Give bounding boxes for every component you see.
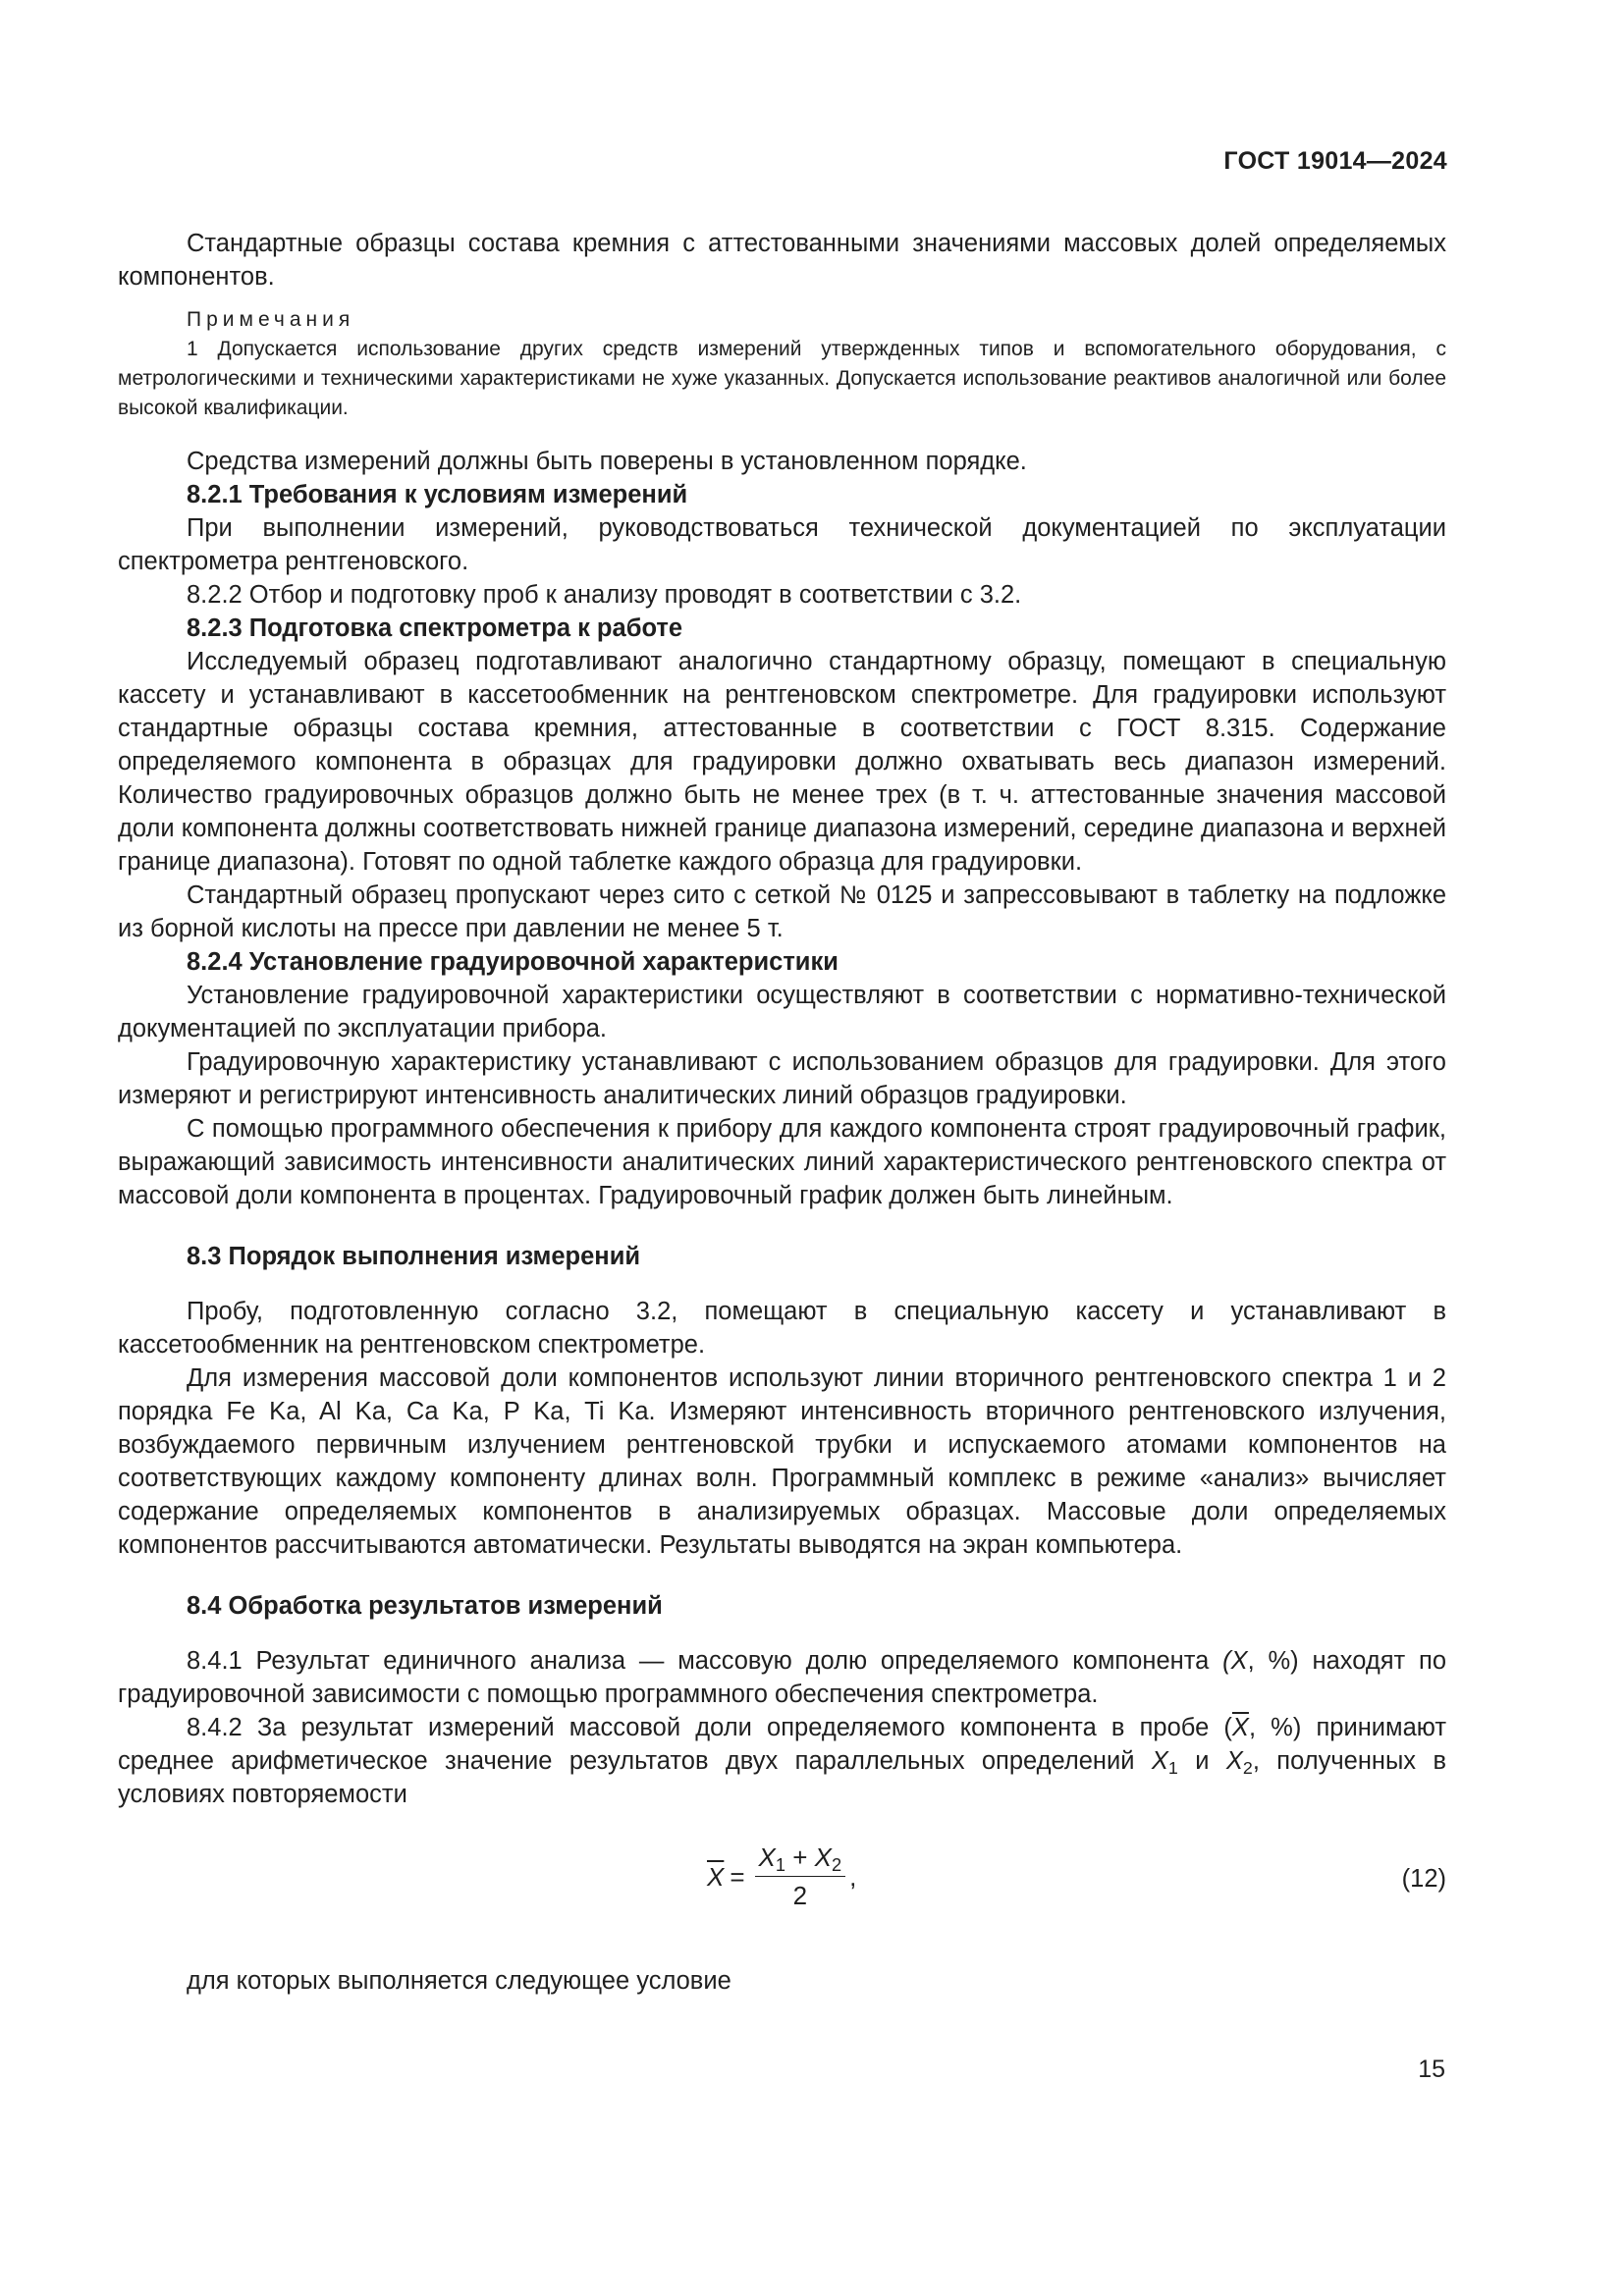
paragraph: При выполнении измерений, руководствоваться технической документацией по эксплуатации спектрометра рентгеновского.	[118, 514, 1446, 575]
paragraph: Пробу, подготовленную согласно 3.2, помещают в специальную кассету и устанавливают в кассетообменник на рентгеновском спектрометре.	[118, 1298, 1446, 1359]
math-symbol: X	[1151, 1747, 1168, 1775]
paragraph: С помощью программного обеспечения к прибору для каждого компонента строят градуировочный график, выражающий зависимость интенсивности аналитических линий характеристического рентгеновского спектра от массовой доли компонента в процентах. Градуировочный график должен быть линейным.	[118, 1115, 1446, 1209]
section-heading-8-2-1: 8.2.1 Требования к условиям измерений	[187, 481, 688, 508]
formula-comma: ,	[849, 1861, 857, 1892]
text-span: 8.4.2 За результат измерений массовой доли определяемого компонента в пробе (	[187, 1714, 1232, 1741]
paragraph: Средства измерений должны быть поверены в установленном порядке.	[187, 448, 1027, 475]
formula-expression	[707, 1841, 856, 1912]
standard-title: ГОСТ 19014—2024	[1223, 147, 1447, 175]
formula-lhs: $\overline{X}$	[707, 1861, 725, 1892]
text-span: , %) находят по градуировочной зависимости с помощью программного обеспечения спектрометра.	[118, 1647, 1446, 1708]
math-subscript: 2	[831, 1855, 842, 1875]
paragraph-8-4-2	[118, 1711, 1446, 1811]
paragraph: Исследуемый образец подготавливают аналогично стандартному образцу, помещают в специальную кассету и устанавливают в кассетообменник на рентгеновском спектрометре. Для градуировки используют стандартные образцы состава кремния, аттестованные в соответствии с ГОСТ 8.315. Содержание определяемого компонента в образцах для градуировки должно охватывать весь диапазон измерений. Количество градуировочных образцов должно быть не менее трех (в т. ч. аттестованные значения массовой доли компонента должны соответствовать нижней границе диапазона измерений, середине диапазона и верхней границе диапазона). Готовят по одной таблетке каждого образца для градуировки.	[118, 648, 1446, 876]
paragraph: для которых выполняется следующее условие	[187, 1967, 731, 1995]
text-span: , %) принимают среднее арифметическое значение результатов двух параллельных определений	[118, 1714, 1447, 1775]
formula-numerator	[755, 1841, 846, 1877]
math-subscript: 1	[1167, 1758, 1178, 1778]
paragraph-8-4-1	[118, 1644, 1446, 1711]
paragraph: Стандартный образец пропускают через сито с сеткой № 0125 и запрессовывают в таблетку на подложке из борной кислоты на прессе при давлении не менее 5 т.	[118, 881, 1446, 942]
paragraph-8-2-2: 8.2.2 Отбор и подготовку проб к анализу проводят в соответствии с 3.2.	[187, 581, 1022, 609]
section-heading-8-2-4: 8.2.4 Установление градуировочной характеристики	[187, 948, 839, 976]
paragraph: Установление градуировочной характеристики осуществляют в соответствии с нормативно-технической документацией по эксплуатации прибора.	[118, 982, 1446, 1042]
text-span: 8.4.1 Результат единичного анализа — массовую долю определяемого компонента	[187, 1647, 1223, 1675]
page-body	[118, 227, 1446, 1998]
formula-denominator: 2	[792, 1881, 808, 1910]
paragraph: Для измерения массовой доли компонентов используют линии вторичного рентгеновского спектра 1 и 2 порядка Fe Ka, Al Ka, Ca Ka, P Ka, Ti Ka. Измеряют интенсивность вторичного рентгеновского излучения, возбуждаемого первичным излучением рентгеновской трубки и испускаемого атомами компонентов на соответствующих каждому компоненту длинах волн. Программный комплекс в режиме «анализ» вычисляет содержание определяемых компонентов в анализируемых образцах. Массовые доли определяемых компонентов рассчитываются автоматически. Результаты выводятся на экран компьютера.	[118, 1364, 1446, 1559]
formula-fraction	[755, 1841, 846, 1912]
page-number: 15	[1418, 2056, 1445, 2083]
text-span: , полученных в условиях повторяемости	[118, 1747, 1446, 1808]
math-symbol: $\overline{X}$	[1231, 1714, 1249, 1741]
section-heading-8-3: 8.3 Порядок выполнения измерений	[187, 1243, 641, 1270]
equation-number: (12)	[1401, 1865, 1446, 1893]
math-symbol: X	[1225, 1747, 1243, 1775]
math-subscript: 1	[775, 1855, 785, 1875]
formula-equals: =	[730, 1861, 745, 1892]
math-symbol: (X	[1222, 1647, 1248, 1675]
section-heading-8-4: 8.4 Обработка результатов измерений	[187, 1592, 663, 1620]
formula-plus: +	[785, 1842, 815, 1872]
formula-12	[118, 1841, 1446, 1923]
paragraph: Градуировочную характеристику устанавливают с использованием образцов для градуировки. Для этого измеряют и регистрируют интенсивность аналитических линий образцов градуировки.	[118, 1048, 1446, 1109]
text-span: и	[1177, 1747, 1226, 1775]
note-item: 1 Допускается использование других средств измерений утвержденных типов и вспомогательного оборудования, с метрологическими и техническими характеристиками не хуже указанных. Допускается использование реактивов аналогичной или более высокой квалификации.	[118, 338, 1446, 419]
math-symbol: X	[814, 1842, 832, 1872]
section-heading-8-2-3: 8.2.3 Подготовка спектрометра к работе	[187, 614, 683, 642]
paragraph: Стандартные образцы состава кремния с аттестованными значениями массовых долей определяемых компонентов.	[118, 230, 1446, 291]
math-subscript: 2	[1242, 1758, 1253, 1778]
notes-heading: Примечания	[187, 308, 355, 331]
math-symbol: X	[758, 1842, 776, 1872]
